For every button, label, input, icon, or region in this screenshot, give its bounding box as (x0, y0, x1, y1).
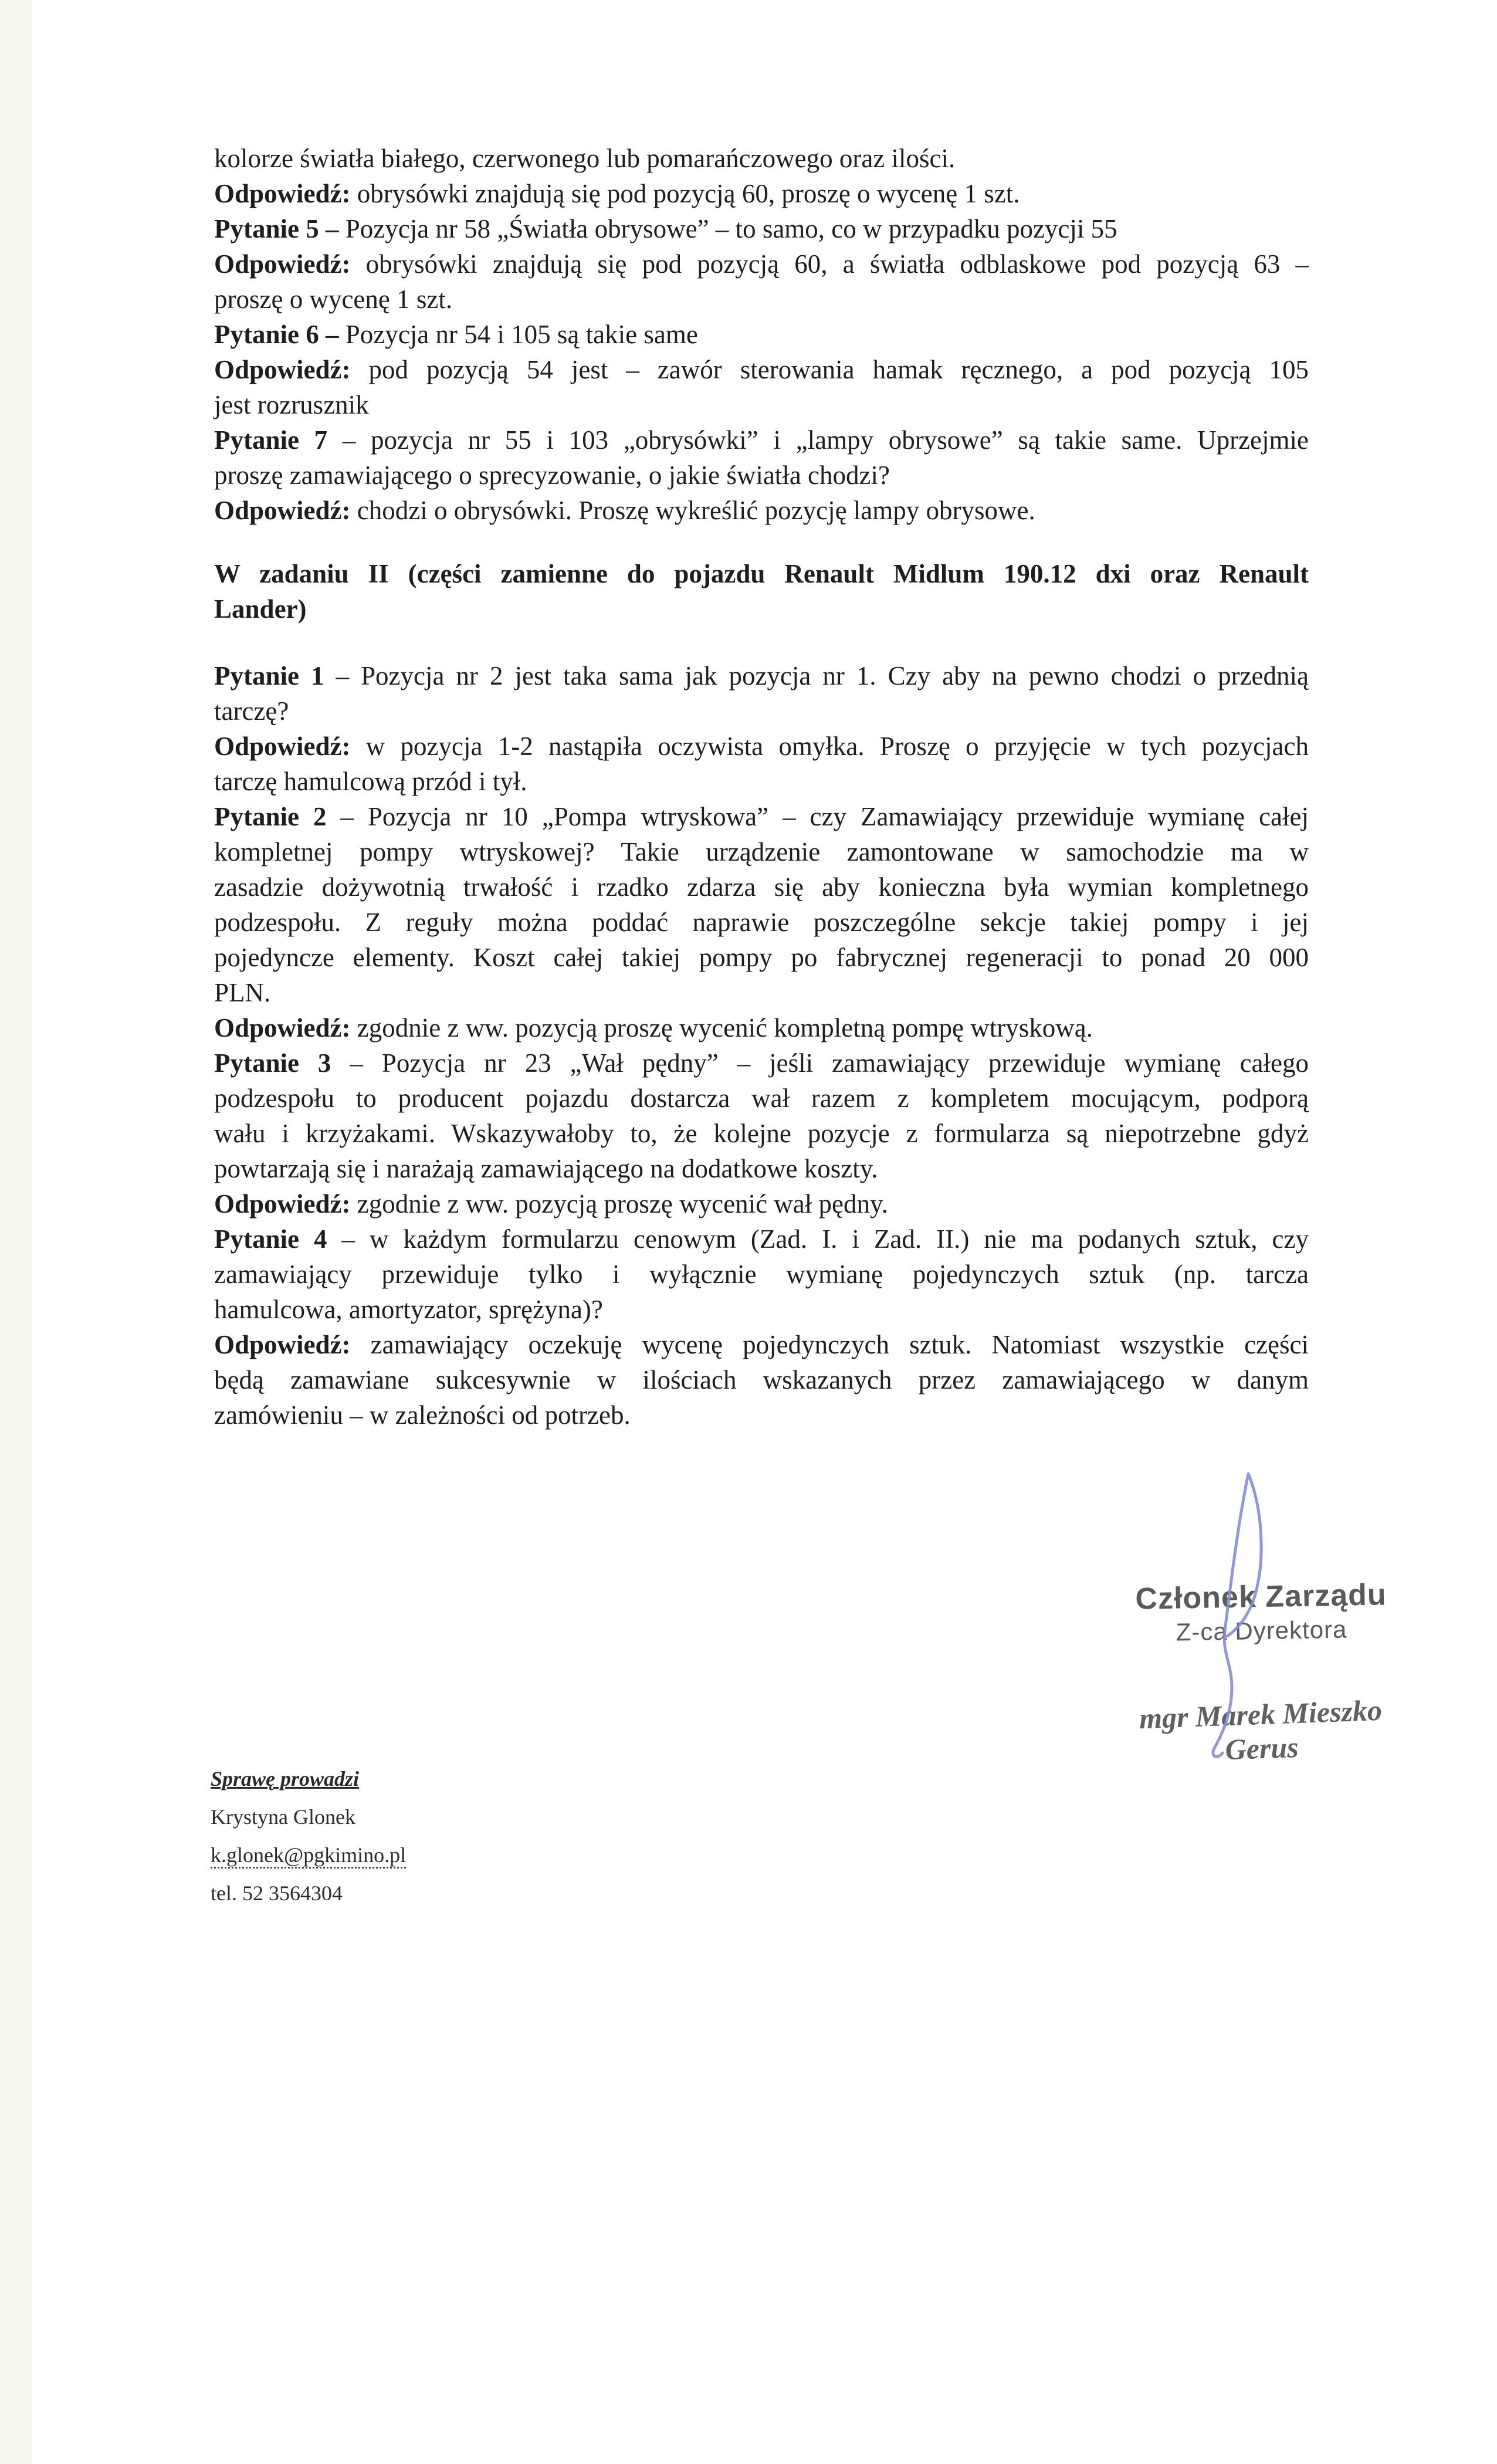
text-line: jest rozrusznik (214, 390, 369, 419)
text-line: Pytanie 6 – Pozycja nr 54 i 105 są takie same (214, 320, 698, 349)
text-line: Pytanie 3 – Pozycja nr 23 „Wał pędny” – jeśli zamawiający przewiduje wymianę całego (214, 1048, 1309, 1078)
position-stamp (1132, 1577, 1391, 1647)
stamp-subtitle: Z-ca Dyrektora (1176, 1615, 1347, 1646)
text-line: Odpowiedź: zamawiający oczekuję wycenę pojedynczych sztuk. Natomiast wszystkie części (214, 1330, 1309, 1359)
stamp-title: Członek Zarządu (1134, 1578, 1387, 1616)
name-stamp: mgr Marek Mieszko Gerus (1139, 1693, 1383, 1766)
text-line: hamulcowa, amortyzator, sprężyna)? (214, 1295, 603, 1324)
text-line: pojedyncze elementy. Koszt całej takiej pompy po fabrycznej regeneracji to ponad 20 000 (214, 943, 1309, 972)
contact-email-link[interactable]: k.glonek@pgkimino.pl (211, 1843, 406, 1869)
text-line: W zadaniu II (części zamienne do pojazdu Renault Midlum 190.12 dxi oraz Renault (214, 559, 1309, 588)
text-line: Pytanie 4 – w każdym formularzu cenowym (Zad. I. i Zad. II.) nie ma podanych sztuk, czy (214, 1224, 1309, 1254)
text-line: tarczę? (214, 696, 289, 726)
text-line: zamawiający przewiduje tylko i wyłącznie wymianę pojedynczych sztuk (np. tarcza (214, 1260, 1309, 1289)
text-line: proszę zamawiającego o sprecyzowanie, o jakie światła chodzi? (214, 461, 890, 490)
contact-heading: Sprawę prowadzi (211, 1767, 360, 1791)
contact-phone: tel. 52 3564304 (211, 1881, 343, 1905)
text-line: Pytanie 5 – Pozycja nr 58 „Światła obrysowe” – to samo, co w przypadku pozycji 55 (214, 214, 1117, 243)
text-line: Odpowiedź: obrysówki znajdują się pod pozycją 60, a światła odblaskowe pod pozycją 63 – (214, 249, 1309, 279)
scan-line-artifact (31, 0, 32, 2464)
text-line: Pytanie 7 – pozycja nr 55 i 103 „obrysówki” i „lampy obrysowe” są takie same. Uprzejmie (214, 425, 1309, 455)
text-line: kolorze światła białego, czerwonego lub pomarańczowego oraz ilości. (214, 144, 956, 173)
text-line: wału i krzyżakami. Wskazywałoby to, że kolejne pozycje z formularza są niepotrzebne gdyż (214, 1119, 1309, 1148)
text-line: PLN. (214, 978, 271, 1007)
text-line: kompletnej pompy wtryskowej? Takie urządzenie zamontowane w samochodzie ma w (214, 837, 1309, 867)
text-line: proszę o wycenę 1 szt. (214, 285, 453, 314)
text-line: zamówieniu – w zależności od potrzeb. (214, 1400, 631, 1430)
scan-edge-artifact (0, 0, 31, 2464)
text-line: Odpowiedź: zgodnie z ww. pozycją proszę wycenić kompletną pompę wtryskową. (214, 1013, 1093, 1043)
text-line: Odpowiedź: chodzi o obrysówki. Proszę wykreślić pozycję lampy obrysowe. (214, 496, 1035, 525)
text-line: Odpowiedź: zgodnie z ww. pozycją proszę wycenić wał pędny. (214, 1189, 888, 1219)
text-line: podzespołu to producent pojazdu dostarcza wał razem z kompletem mocującym, podporą (214, 1084, 1309, 1113)
text-line: Odpowiedź: obrysówki znajdują się pod pozycją 60, proszę o wycenę 1 szt. (214, 179, 1020, 208)
text-block (214, 141, 1309, 1433)
text-line: Pytanie 1 – Pozycja nr 2 jest taka sama jak pozycja nr 1. Czy aby na pewno chodzi o przednią (214, 661, 1309, 691)
text-line: Pytanie 2 – Pozycja nr 10 „Pompa wtryskowa” – czy Zamawiający przewiduje wymianę całej (214, 802, 1309, 831)
text-line: Odpowiedź: pod pozycją 54 jest – zawór sterowania hamak ręcznego, a pod pozycją 105 (214, 355, 1309, 384)
text-line: powtarzają się i narażają zamawiającego na dodatkowe koszty. (214, 1154, 878, 1183)
text-line: będą zamawiane sukcesywnie w ilościach wskazanych przez zamawiającego w danym (214, 1365, 1309, 1395)
text-line: tarczę hamulcową przód i tył. (214, 767, 527, 796)
text-line: podzespołu. Z reguły można poddać naprawie poszczególne sekcje takiej pompy i jej (214, 908, 1309, 937)
text-line: Lander) (214, 594, 307, 624)
text-line: Odpowiedź: w pozycja 1-2 nastąpiła oczywista omyłka. Proszę o przyjęcie w tych pozycjach (214, 732, 1309, 761)
contact-name: Krystyna Glonek (211, 1805, 355, 1829)
contact-block (211, 1760, 406, 1913)
text-line: zasadzie dożywotnią trwałość i rzadko zdarza się aby konieczna była wymian kompletnego (214, 872, 1309, 902)
